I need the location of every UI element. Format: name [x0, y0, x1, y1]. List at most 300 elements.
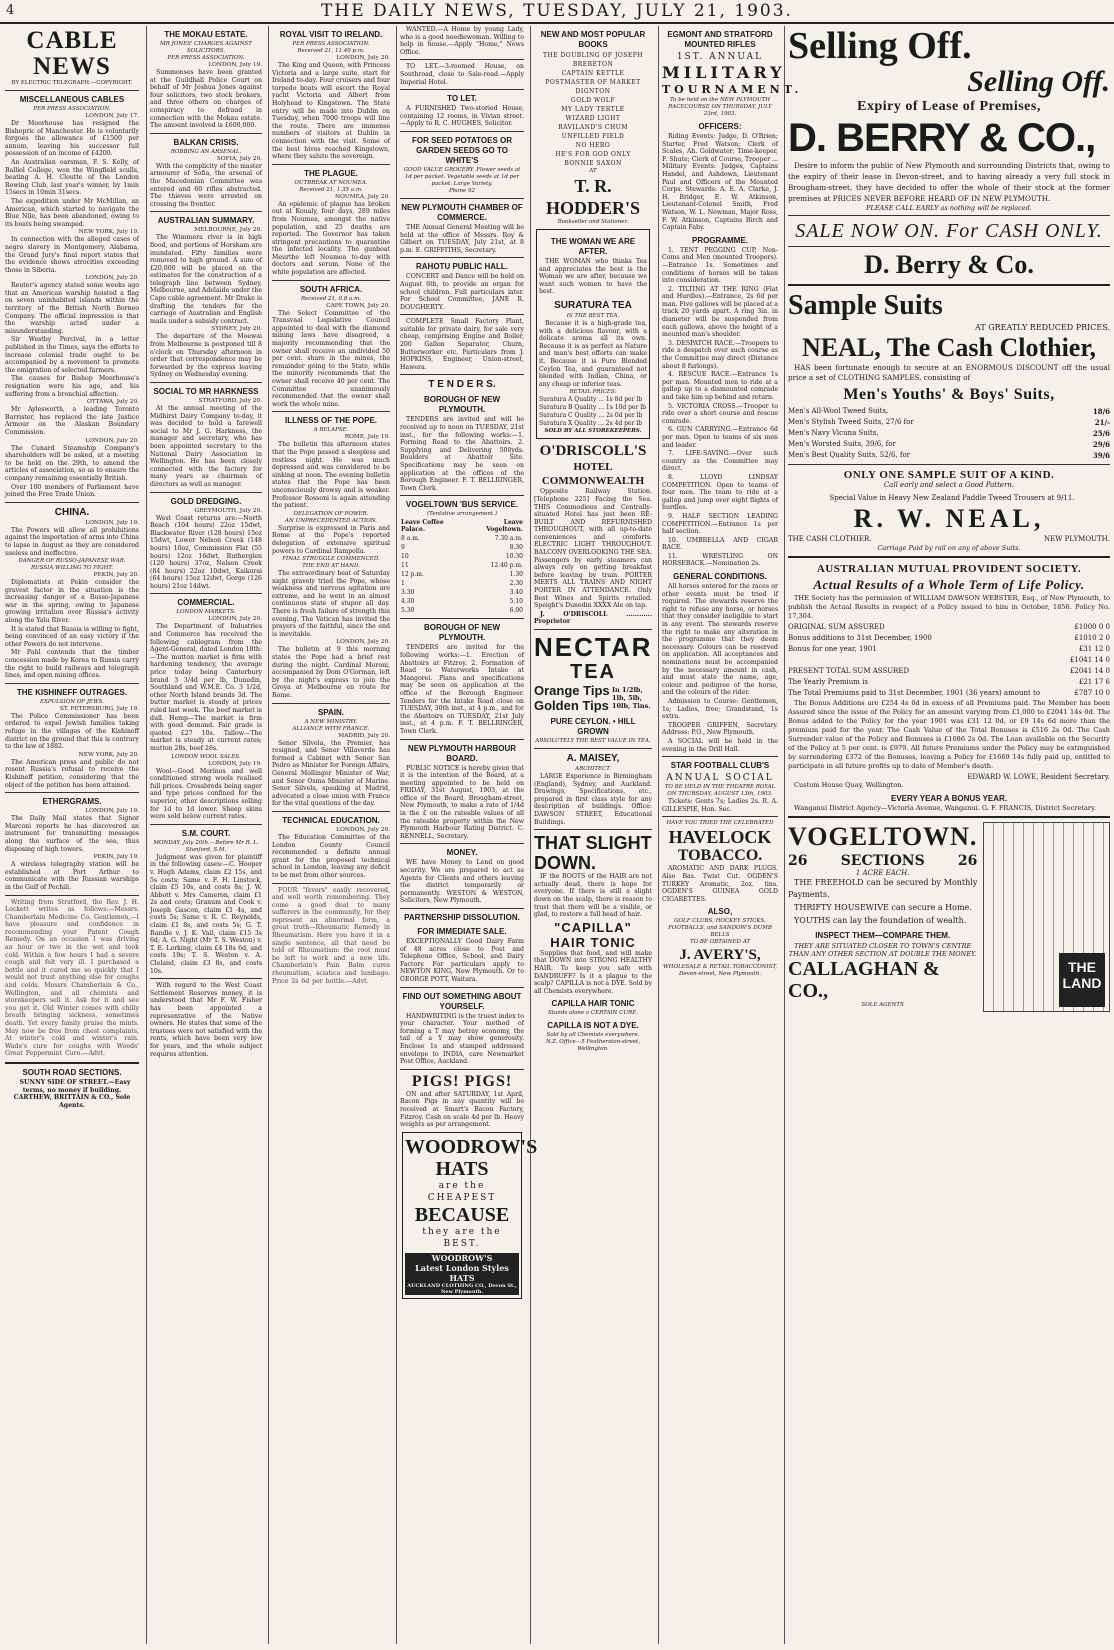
- subheading: OFFICERS:: [698, 122, 742, 131]
- event-date: ON THURSDAY, AUGUST 13th, 1903.: [667, 791, 773, 798]
- dateline: LONDON, July 19.: [85, 808, 139, 815]
- sole-agents: SOLE AGENTS: [861, 1002, 904, 1009]
- event-item: 4. RESCUE RACE.—Entrance 1s per man. Mounted men to ride at a gallop up to a dismounted comrade and take him up behind and return.: [662, 371, 778, 401]
- pigs-heading: PIGS! PIGS!: [411, 1072, 513, 1090]
- dateline: PEKIN, July 20.: [93, 572, 139, 579]
- advertisement-text: SUNNY SIDE OF STREET.—Easy terms, no money if building. CARTHEW, BRITTAIN & CO., Sole Agents.: [13, 1078, 131, 1109]
- timetable-row: [400, 543, 524, 552]
- cable-news-title: CABLE NEWS: [26, 27, 118, 80]
- subheading: PROGRAMME.: [692, 235, 748, 245]
- byline: PER PRESS ASSOCIATION.: [292, 41, 370, 47]
- notice-text: TENDERS are invited and will be received up to noon on TUESDAY, 21st inst., for the following works:—1. Forming Road to the Abattoirs. 2. Supplying and Delivering 500yds. Boulders at Abattoir Site. Specifications may be seen on application at the offices of the Borough Engineer. F. T. BELLRINGER, Town Clerk.: [400, 416, 524, 492]
- ad-tagline: SOLD BY ALL STOREKEEPERS.: [544, 428, 642, 435]
- berry-name: D. BERRY & CO.,: [788, 116, 1096, 160]
- notice-text: CONCERT and Dance will be held on August 6th, to provide an organ for school children. Full particulars later. For School Committee, JANE R. DOUGHERTY.: [400, 273, 524, 311]
- book-list: [534, 51, 652, 168]
- timetable-cell: 10: [401, 553, 409, 561]
- tin-sizes: In 1/2lb, 1lb, 5lb, 10lb, Tins.: [612, 686, 651, 710]
- event-item: 10. UMBRELLA AND CIGAR RACE.: [662, 536, 778, 552]
- book-title: GOLD WOLF: [570, 97, 616, 104]
- timetable-cell: 8.30: [509, 544, 523, 552]
- suit-price: 39/6: [1092, 451, 1110, 460]
- seed-ad-heading: FOR SEED POTATOES OR GARDEN SEEDS GO TO WHITE'S: [411, 135, 512, 165]
- event-item: 8. LLOYD LINDSAY COMPETITION. Open to teams of four men. The team to ride at a gallop and jump over eight flights of hurdles.: [662, 473, 778, 512]
- news-paragraph: The departure of the Moewai from Melbourne is postponed till 8 o'clock on Thursday afternoon in order that correspondence may be forwarded by the express leaving Sydney on Wednesday evening.: [150, 333, 262, 379]
- column-4: [396, 26, 538, 1644]
- amp-row: [788, 633, 1110, 644]
- timetable-cell: 7.30 a.m.: [494, 535, 523, 543]
- suits-heading: Men's Youths' & Boys' Suits,: [843, 386, 1055, 403]
- berry-name: D. Berry & Co.: [864, 250, 1034, 279]
- dateline: NOUMEA, July 20.: [335, 193, 390, 200]
- amp-label: Bonus for one year, 1901: [788, 645, 877, 653]
- event-item: 2. TILTING AT THE RING (Flat and Hurdles).—Entrance, 2s 6d per man. Five gallows will be placed at a track 20 yards apart. A ring 3in. in diameter will be suspended from each gallows, above the height of a mounted man's shoulder.: [662, 285, 778, 339]
- amp-agency: Wanganui District Agency—Victoria Avenue, Wanganui. G. F. FRANCIS, District Secretary.: [794, 803, 1097, 812]
- section-heading: STAR FOOTBALL CLUB'S: [670, 761, 770, 771]
- section-heading: ETHERGRAMS.: [42, 797, 102, 807]
- dateline: LONDON, July 17.: [85, 113, 139, 119]
- news-paragraph: Summonses have been granted at the Guildhall Police Court on behalf of Mr Joshua Jones against four solicitors, two stock brokers, and three others on charges of conspiracy to defraud in connection with the Mokau estate. The amount involved is £600,000.: [150, 69, 262, 130]
- dateline: LONDON, July 20.: [85, 437, 139, 444]
- section-heading: SPAIN.: [317, 707, 345, 717]
- neal-heading: NEAL, The Cash Clothier,: [802, 333, 1096, 362]
- subheading: A NEW MINISTRY.: [304, 718, 358, 725]
- tobacco-tagline: HAVE YOU TRIED THE CELEBRATED: [666, 820, 774, 827]
- amp-amount: £2041 14 0: [1069, 667, 1110, 675]
- section-heading: BOROUGH OF NEW PLYMOUTH.: [424, 623, 500, 643]
- architect-title: ARCHITECT.: [575, 766, 611, 772]
- amp-amount: £31 12 0: [1078, 645, 1110, 653]
- section-heading: TO LET.: [447, 94, 477, 104]
- timetable-cell: 5.30: [401, 607, 415, 615]
- avery-name: J. AVERY'S,: [679, 947, 761, 964]
- woodrows-hats-ad: [402, 1132, 538, 1299]
- hodder-name: T. R. HODDER'S: [545, 176, 641, 218]
- news-paragraph: With the complicity of the master armourer of Sofia, the arsenal of the Macedonian Committee was entered and 60 rifles abstracted. The thieves were arrested on crossing the frontier.: [150, 162, 262, 208]
- subheading: ALSO,: [707, 907, 733, 917]
- ad-heading: THE WOMAN WE ARE AFTER.: [550, 237, 636, 256]
- vogeltown-text: THEY ARE SITUATED CLOSER TO TOWN'S CENTRE THAN ANY OTHER SECTION AT DOUBLE THE MONEY.: [788, 942, 977, 959]
- amp-label: The Total Premiums paid to 31st December, 1901 (36 years) amount to: [788, 689, 1041, 697]
- book-title: UNFILLED FIELD: [561, 133, 625, 140]
- ad-text: Because it is a high-grade tea, with a delicious flavour, with a delicate aroma all its own. Because it is as perfect as Nature and man's best efforts can make it. Because it is Pure Blended Ceylon Tea, and guaranteed not blended with Indian, China, or any cheap or inferior teas.: [539, 319, 647, 388]
- page-number: 4: [6, 3, 17, 18]
- price-item: Suratura B Quality ... 1s 10d per lb: [539, 404, 647, 412]
- section-heading: NEW AND MOST POPULAR BOOKS: [540, 30, 646, 49]
- brand-name: SURATURA TEA: [554, 299, 632, 311]
- amp-present-table: [788, 666, 1110, 699]
- event-tickets: Tickets: Gents 7s; Ladies 2s. R. A. GILLESPIE, Hon. Sec.: [662, 798, 778, 813]
- ad-text: THE WOMAN who thinks Tea and appreciates the best is the Woman we are after, because we want such women to have the best.: [539, 258, 647, 296]
- subheading: BOROUGH OF NEW PLYMOUTH.: [424, 395, 500, 415]
- rw-neal-sub: NEW PLYMOUTH.: [1044, 535, 1110, 543]
- rw-neal-name: R. W. NEAL,: [853, 504, 1045, 533]
- book-title: POSTMASTER OF MARKET DIGNTON: [545, 79, 641, 95]
- timetable-cell: 4.30: [401, 598, 415, 606]
- timetable-row: [400, 561, 524, 570]
- dateline: LONDON, July 19.: [208, 62, 262, 68]
- section-heading: SOCIAL TO MR HARKNESS: [153, 387, 259, 396]
- column-3: [268, 26, 393, 1644]
- section-heading: THE MOKAU ESTATE.: [164, 30, 248, 39]
- price-list: [539, 396, 647, 428]
- amp-subheading: Actual Results of a Whole Term of Life Policy.: [813, 577, 1085, 592]
- cable-news-subtitle: BY ELECTRIC TELEGRAPH.—COPYRIGHT.: [11, 80, 133, 86]
- section-count: 26: [957, 853, 978, 870]
- subheading: MR JONES' CHARGES AGAINST SOLICITORS.: [160, 41, 252, 54]
- news-paragraph: The Department of Industries and Commerce has received the following cablegram from the Agent-General, dated London 18th:—The mutton market is firm with hardening tendency, the average price today being Canterbury brand 3 3/4d per lb, Dunedin, Southland and W.M.E. Co. 3 1/2d, other North Island brands 3d. The butter market is steady at prices ruled last week. The beef market is dull. Hemp—The market is firm with good demand. Fair grade is quoted £27 10s. Tallow—The market is steady at current rates; mutton 28s, beef 26s.: [150, 623, 262, 752]
- news-paragraph: The Wimmera river is in high flood, and portions of Horsham are inundated. Fifty families were removed to high ground. A sum of £20,000 will be placed on the estimates for the construction of a telegraph line between Sydney, Melbourne, and Adelaide under the Cape cable agreement. Mr Drake is drafting the tenders for the carriage of Australian and English mails under a subsidy contract.: [150, 234, 263, 325]
- amp-label: PRESENT TOTAL SUM ASSURED: [788, 667, 910, 675]
- subheading: DANGER OF RUSSO-JAPANESE WAR.: [18, 558, 126, 565]
- section-heading: NEW PLYMOUTH CHAMBER OF COMMERCE.: [401, 202, 523, 222]
- timetable-row: [400, 534, 524, 543]
- acre-label: 1 ACRE EACH.: [855, 869, 910, 878]
- book-title: NO HERO: [575, 142, 611, 149]
- notice-text: HANDWRITING is the truest index to your character. Your method of forming a T may betray economy, the tail of a Y may show generosity. Enclose 1s and stamped addressed envelope to INDIA, care Newmarket Post Office, Auckland.: [400, 1012, 524, 1066]
- tobacco-product: TOBACCO.: [677, 847, 763, 865]
- dateline: SOFIA, July 20.: [216, 155, 262, 162]
- secretary-text: TROOPER GRIFFEN, Secretary. Address: P.O., New Plymouth.: [662, 721, 778, 737]
- timetable-cell: 5.10: [509, 598, 523, 606]
- section-heading: SOUTH AFRICA.: [299, 284, 363, 294]
- timetable-cell: 10.30: [505, 553, 523, 561]
- amp-amount: £1041 14 0: [1069, 656, 1110, 664]
- column-1: [2, 26, 142, 1644]
- news-paragraph: Diplomatists at Pekin consider the gravest factor in the situation is the increasing danger of a Russo-Japanese war in the spring, owing to Japanese growing irritation over Russia's activity along the Yalu River.: [5, 579, 139, 625]
- amp-amount: £21 17 6: [1078, 678, 1110, 686]
- event-item: 6. GUN CARRYING.—Entrance 6d per man. Open to teams of six men and leader.: [662, 426, 778, 449]
- classified-ad: WANTED.—A Home by young Lady, who is a good needlewoman. Willing to help in house.—Apply "Home," News Office.: [400, 26, 524, 56]
- news-paragraph: Mr Aylesworth, a leading Toronto Barrister, has replaced the late Justice Armour on the Alaskan Boundary Commission.: [5, 406, 139, 436]
- vogeltown-heading: VOGELTOWN.: [788, 822, 978, 852]
- dateline: LONDON, July 19.: [208, 760, 262, 767]
- book-title: CAPTAIN KETTLE: [561, 70, 625, 77]
- amp-label: ORIGINAL SUM ASSURED: [788, 623, 885, 631]
- book-title: MY LADY TERTLE: [561, 106, 625, 113]
- news-paragraph: The Powers will allow all prohibitions against the importation of arms into China to lapse in August as they are considered useless and ineffective.: [5, 526, 139, 557]
- timetable-cell: 1.30: [509, 571, 523, 579]
- suit-row: [788, 417, 1110, 428]
- price-item: Suratura C Quality ... 2s 0d per lb: [539, 412, 643, 420]
- news-paragraph: A wireless telegraphy station will be established at Port Arthur to communicate with the Russian warships in the Gulf of Pechili.: [5, 861, 139, 891]
- subheading: LONDON WOOL SALES.: [171, 753, 241, 760]
- ad-tagline: Latest London Styles: [415, 1262, 509, 1273]
- section-heading: ILLNESS OF THE POPE.: [284, 416, 377, 426]
- subheading: DELEGATION OF POWER.: [293, 510, 369, 517]
- timetable-cell: 6.00: [509, 607, 523, 615]
- seed-ad-text: GOOD VALUE GROCERY. Flower seeds at 1d per packet. Vegetable seeds at 1d per packet. Large Variety.: [403, 166, 521, 187]
- ad-connector: TO BE OBTAINED AT: [689, 939, 751, 946]
- timetable-header: Leave Vogeltown.: [486, 519, 523, 534]
- suit-price: 18/6: [1092, 407, 1110, 416]
- timetable-cell: 9: [401, 544, 405, 552]
- timetable-row: [400, 606, 524, 615]
- timetable-cell: 8 a.m.: [401, 535, 420, 543]
- phone-number: Phone 92: [448, 187, 476, 194]
- news-paragraph: Wool—Good Merinos and well conditioned strong wools realised full prices. Crossbreds being eager and type prices confined for the superior, other descriptions selling for 1d to 1d lower. Sheep skins were sold below current rates.: [150, 767, 262, 821]
- subheading: GENERAL CONDITIONS.: [673, 572, 767, 582]
- news-paragraph: The extraordinary heat of Saturday night gravely tried the Pope, whose weakness and nervous agitation are extreme, and he went in an almost continuous state of stupor all day. There is fresh failure of strength this evening. The Vatican has invited the prayers of the faithful, since the end is inevitable.: [272, 570, 390, 638]
- ad-tagline: are the CHEAPEST: [427, 1180, 497, 1203]
- price-item: Suratura X Quality ... 2s 4d per lb: [539, 420, 643, 428]
- conditions-text: All horses entered for the races or other events must be tried if required. The stewards reserve the right to refuse any horse, or horses that they consider ineligible to start in any event. The stewards reserve the right to make any alteration in the programme that they deem necessary. Colours can be reserved on application. All acceptances and nominations must be accompanied by the necessary amount in cash, and must state the name, age, colour and pedigree of the horse, and the colours of the rider.: [662, 583, 778, 697]
- timetable-cell: 3.40: [509, 589, 523, 597]
- ad-tagline: they are the BEST.: [422, 1226, 502, 1249]
- timetable-row: [400, 579, 524, 588]
- suit-row: [788, 406, 1110, 417]
- amp-label: Bonus additions to 31st December, 1900: [788, 634, 932, 642]
- suit-price-list: [788, 406, 1110, 461]
- suit-label: Men's Worsted Suits, 39/6, for: [788, 440, 896, 448]
- dateline: STRATFORD, July 20.: [198, 398, 262, 404]
- suit-price: 21/-: [1094, 418, 1110, 427]
- dateline: SYDNEY, July 20.: [211, 326, 262, 333]
- sale-heading: SALE NOW ON. For CASH ONLY.: [795, 220, 1103, 242]
- byline: PER PRESS ASSOCIATION.: [33, 106, 111, 112]
- ad-tagline: BECAUSE: [414, 1203, 510, 1226]
- news-paragraph: Sir Westby Percival, in a letter published in the Times, says the efforts to increase colonial trade ought to be accompanied by a movement to promote the emigration of selected farmers.: [5, 336, 139, 374]
- suratura-tea-ad: [536, 229, 650, 439]
- architect-text: LARGE Experience in Birmingham (England), Sydney, and Auckland. Drawings, Specifications, etc., prepared in first class style for any description of buildings. Office: DAWSON STREET, Educational Buildings.: [534, 773, 652, 826]
- event-item: 9. HALF SECTION LEADING COMPETITION.—Entrance 1s per half section.: [662, 512, 778, 536]
- section-heading: MISCELLANEOUS CABLES: [19, 95, 125, 104]
- tournament-date: To be held on the NEW PLYMOUTH RACECOURSE ON THURSDAY, JULY 23rd, 1903.: [668, 97, 772, 117]
- vogeltown-text: YOUTHS can lay the foundation of wealth.: [794, 916, 967, 926]
- section-heading: BALKAN CRISIS.: [173, 137, 239, 147]
- product-name: HATS: [435, 1157, 489, 1180]
- received-line: Received 21, 0.8 a.m.: [300, 295, 362, 302]
- tea-tagline: ABSOLUTELY THE BEST VALUE IN TEA.: [535, 738, 651, 744]
- classified-ad: A FURNISHED Two-storied House, containing 12 rooms, in Vivian street.—Apply to R. C. HUGHES, Solicitor.: [400, 105, 524, 128]
- timetable-cell: 11: [401, 562, 409, 570]
- price-item: Suratura A Quality ... 1s 8d per lb: [539, 396, 643, 404]
- timetable-cell: 3.30: [401, 589, 415, 597]
- news-paragraph: The Police Commissioner has been ordered to expel Jewish families taking refuge in the villages of the Kishineff district on the ground that this is contrary to the law of 1882.: [5, 712, 139, 751]
- event-item: 7. LIFE-SAVING.—Over such country as the Committee may direct.: [662, 450, 778, 473]
- vogeltown-text: THE FREEHOLD can be secured by Monthly Payments.: [788, 878, 978, 900]
- capilla-brand: "CAPILLA" HAIR TONIC: [550, 919, 636, 950]
- amp-address: Custom House Quay, Wellington.: [794, 781, 904, 789]
- notice-text: ON and after SATURDAY, 1st April, Bacon Pigs in any quantity will be received at Smart's Bacon Factory, Fitzroy. Cash on scale 4d per lb. Heavy weights as per arrangement.: [400, 1090, 524, 1129]
- subheading: FINAL STRUGGLE COMMENCED.: [282, 556, 380, 563]
- subheading: RUSSIA WILLING TO FIGHT.: [30, 565, 114, 572]
- column-7: [784, 26, 1113, 1644]
- suit-row: [788, 439, 1110, 450]
- sample-suits-heading: Sample Suits: [788, 290, 943, 321]
- notice-text: EXCEPTIONALLY Good Dairy Farm of 48 acres close to Post and Telephone Office, School, and Dairy Factory. For particulars apply to NEWTON KING, New Plymouth. Or to GEORGE POTT, Waitara.: [400, 938, 524, 983]
- dateline: LONDON, July 20.: [85, 275, 139, 282]
- section-heading: EGMONT AND STRATFORD MOUNTED RIFLES: [667, 30, 773, 49]
- vogeltown-text: THRIFTY HOUSEWIVE can secure a Home.: [794, 903, 972, 913]
- timetable-cell: 1: [401, 580, 405, 588]
- book-title: WIZARD LIGHT: [565, 115, 621, 122]
- berry-note: PLEASE CALL EARLY as nothing will be replaced.: [866, 204, 1032, 212]
- subheading: EXPULSION OF JEWS.: [39, 698, 105, 705]
- classified-ad: TO LET.—3-roomed House, on Southroad, close to Sale-road.—Apply Imperial Hotel.: [400, 63, 524, 86]
- section-heading: RAHOTU PUBLIC HALL.: [416, 262, 508, 272]
- selling-off-heading: Selling Off.: [967, 65, 1110, 98]
- event-title: ANNUAL SOCIAL: [666, 773, 774, 784]
- news-paragraph: In connection with the alleged cases of negro slavery in Montgomery, Alabama, the Grand Jury's final report states that the evidence shows atrocities exceeding those in Siberia.: [5, 236, 139, 274]
- capilla-heading: THAT SLIGHT DOWN.: [534, 833, 652, 874]
- classified-ad: COMPLETE Small Factory Plant, suitable for private dairy, for sale very cheap, comprising Engine and Boiler, 200 Gallon Separator, Churn, Butterworker etc. Particulars from J. HOPKINS, Engineer, Union-street, Hawera.: [400, 318, 524, 371]
- section-heading: FIND OUT SOMETHING ABOUT YOURSELF.: [402, 991, 522, 1011]
- amp-original-table: [788, 622, 1110, 666]
- carriage-note: Carriage Paid by rail on any of above Suits.: [877, 544, 1021, 552]
- book-title: HE'S FOR GOD ONLY: [555, 151, 631, 158]
- sporting-goods: GOLF CLUBS, HOCKEY STICKS, FOOTBALLS, and SANDOW'S DUMB BELLS: [668, 918, 772, 939]
- news-paragraph: With regard to the West Coast Settlement Reserves money, it is understood that Mr F. W. Fisher has been appointed a representative of the Native owners. He states that some of the trustees were not satisfied with the rents, which have been very low for years, and the whole subject requires attention.: [150, 982, 262, 1058]
- timetable-cell: 2.30: [509, 580, 523, 588]
- section-heading: GOLD DREDGING.: [170, 496, 242, 506]
- news-paragraph: Over 100 members of Parliament have joined the Free Trade Union.: [5, 483, 139, 499]
- amp-signatory: EDWARD W. LOWE, Resident Secretary.: [967, 773, 1110, 781]
- event-item: 1. TENT PEGGING CUP, Non-Coms and Men (mounted Troopers).—Entrance 1s. Sometimes and conditions of horses will be taken into consideration.: [662, 246, 778, 285]
- dateline: NEW YORK, July 19.: [78, 229, 139, 236]
- tournament-title: MILITARY: [662, 63, 786, 82]
- event-item: 5. VICTORIA CROSS.—Trooper to ride over a short course and rescue comrade.: [662, 402, 778, 425]
- section-heading: THE PLAGUE.: [304, 168, 358, 178]
- suit-label: Men's Stylish Tweed Suits, 27/6 for: [788, 418, 914, 426]
- subheading: ROBBING AN ARSENAL.: [170, 148, 242, 155]
- social-text: A SOCIAL will be held in the evening in the Drill Hall.: [662, 737, 778, 753]
- section-heading: AUSTRALIAN SUMMARY.: [157, 216, 255, 226]
- amp-amount: £1010 2 0: [1074, 634, 1110, 642]
- section-count: 26: [788, 853, 808, 870]
- nectar-product: TEA: [570, 661, 616, 683]
- amp-row: [788, 644, 1110, 655]
- news-paragraph: Judgment was given for plaintiff in the following cases:—C. Hooper v. Hugh Adams, claim £2 15s, and 5s costs; Same v. F. H. Linstock, claim £5 10s, and costs 8s; J. W. Abbott v. Mrs Cameron, claim £1 2s and costs; Granum and Cook v. Joseph Gascon, claim £1 4s, and costs 5s; Same v. R. C. Reynolds, claim £1 8s, and costs 5s; G. T. Randle v. J. K. Vail, claim £15 3s 6d; A. G. Night (Mr T. S. Weston) v. T. E. Lorking, claim £4 18s 6d, and costs 19s; T. S. Weston v. A. Cleland, claim £3 8s, and costs 10s.: [150, 853, 262, 975]
- section-heading: TECHNICAL EDUCATION.: [282, 815, 380, 825]
- bus-timetable: [400, 518, 524, 615]
- book-title: BONNIE SAXON: [564, 160, 622, 167]
- hodder-subtitle: Bookseller and Stationer.: [557, 219, 629, 225]
- dateline: LONDON, July 20.: [336, 55, 390, 61]
- capilla-text: IF the ROOTS of the HAIR are not actually dead, there is hope for everyone. If there is still a slight down on the scalp, there is reason to trust that there will be a visible, or glad, to restore a full head of hair.: [534, 873, 652, 919]
- dateline: GREYMOUTH, July 20.: [194, 507, 262, 514]
- ad-subheading: RETAIL PRICES:: [569, 389, 617, 396]
- avery-subtitle: WHOLESALE & RETAIL TOBACCONIST, Devon-street, New Plymouth.: [663, 964, 777, 978]
- dateline: LONDON, July 20.: [336, 826, 390, 833]
- section-heading: NEW PLYMOUTH HARBOUR BOARD.: [407, 743, 517, 763]
- news-paragraph: The bulletin at 9 this morning states the Pope had a brief rest during the night. Cardinal Moroni, accompanied by Dom O'Gorman, left by the night's express to join the Groya at Melbourne en route for Rome.: [272, 646, 390, 699]
- news-paragraph: Dr Moorhouse has resigned the Bishopric of Manchester. He is voluntarily forgoes the allowance of £1500 per annum, leaving his successor full possession of an income of £4200.: [5, 120, 139, 158]
- dateline: LONDON, July 20.: [208, 616, 262, 623]
- hotel-text: Opposite Railway Station. [Telephone 225] Facing the Sea. THIS Commodious and Centrally-situated Hotel has just been RE-BUILT AND REFURNISHED THROUGHOUT, with all up-to-date conveniences and comforts. ELECTRIC LIGHT THROUGHOUT. BALCONY OVERLOOKING THE SEA. Passengers by early steamers can always rely on getting breakfast before leaving by train. PORTER MEETS ALL TRAINS AND NIGHT PORTER IN ATTENDANCE. Only Best Wines and Spirits retailed. Speight's Dunedin XXXX Ale on tap.: [534, 488, 652, 610]
- byline: PER PRESS ASSOCIATION.: [167, 55, 245, 61]
- news-paragraph: West Coast returns are:—North Beach (104 hours) 22oz 15dwt, Blackwater River (128 hours) 15oz 15dwt, Lower Nelson Creek (148 hours) 10oz, Commission Flat (55 hours) 12oz 16dwt, Rutherglen (120 hours) 37oz, Nelson Creek (84 hours) 22oz 10dwt, Kaikorai (64 hours) 15oz 12dwt, Gorge (126 hours) 21oz 14dwt.: [150, 514, 262, 590]
- timetable-cell: 12.40 p.m.: [490, 562, 523, 570]
- hotel-proprietor: J. O'DRISCOLL ............ Proprietor: [534, 610, 652, 626]
- dateline: NEW YORK, July 20.: [78, 751, 139, 758]
- sections-label: SECTIONS: [840, 853, 925, 870]
- news-paragraph: The expedition under Mr McMillan, an American, which started to navigate the Blue Nile, has been abandoned, owing to its boats being swamped.: [5, 197, 139, 228]
- ad-tagline: IS THE BEST TEA.: [566, 312, 620, 319]
- hotel-owner: O'DRISCOLL'S: [539, 443, 647, 460]
- suit-label: Men's Best Quality Suits, 52/6, for: [788, 451, 911, 459]
- news-paragraph: The Cunard Steamship Company's shareholders will be asked, at a meeting to be held on the 29th, to amend the articles of association, so as to ensure the company remaining essentially British.: [5, 444, 139, 482]
- notice-text: THE Annual General Meeting will be held at the office of Messrs. Roy & Gilbert on TUESDAY, July 21st, at 8 p.m. E. GRIFFITHS, Secretary.: [400, 223, 524, 254]
- capilla-brand: CAPILLA HAIR TONIC: [551, 999, 635, 1009]
- advertisement-text: FOUR "fevers" easily recovered, and well worth remembering. They come a good deal to many sufferers in the community, for they represent an abnormal form, a great truth—Rheumatic Remedy in Rheumatism. Here you have it in a single sentence, all that need be told of Rheumatism: the root must be left to work and a new life. Chamberlain's Pain Balm cures rheumatism, sciatica and lumbago. Price 2s 6d per bottle.—Advt.: [272, 886, 390, 985]
- amp-row: [788, 677, 1110, 688]
- amp-heading: AUSTRALIAN MUTUAL PROVIDENT SOCIETY.: [816, 563, 1082, 575]
- only-one-heading: ONLY ONE SAMPLE SUIT OF A KIND.: [843, 469, 1055, 481]
- section-heading: COMMERCIAL.: [177, 598, 235, 608]
- suit-label: Men's Navy Vicuna Suits,: [788, 429, 879, 437]
- tobacco-text: AROMATIC AND DARK PLUGS. Also Bas. Twist Cut. OGDEN'S TURKEY Aromatic, 2oz. tins. OGDEN'S GUINEA GOLD CIGARETTES.: [662, 865, 778, 903]
- brand-name: WOODROW'S: [405, 1135, 538, 1158]
- received-line: Received 21, 1.35 a.m.: [299, 186, 363, 193]
- subheading: FOR IMMEDIATE SALE.: [417, 927, 507, 936]
- timetable-cell: 12 p.m.: [401, 571, 424, 579]
- notice-text: TENDERS are invited for the following works:—1. Erection of Abattoirs at Fitzroy. 2. Formation of Road to Waterworks Intake at Mangorei. Plans and specifications may be seen on application at the office of the Borough Engineer. Tenders for the Intake Road close on TUESDAY, 30th inst., at 4 p.m., and for the Abattoirs on TUESDAY, 21st July inst., at 4 p.m. F. T. BELLRINGER, Town Clerk.: [400, 644, 524, 735]
- subheading: A RELAPSE.: [313, 427, 349, 434]
- bonus-tagline: EVERY YEAR A BONUS YEAR.: [890, 793, 1008, 803]
- capilla-office: N.Z. Office—5 Featherston-street, Wellington.: [545, 1039, 641, 1053]
- news-paragraph: The Education Committee of the London County Council recommended a definite annual grant for the proposed technical school in London, leaving any deficit to be met from other sources.: [272, 833, 390, 879]
- dateline: LONDON, July 20.: [336, 639, 390, 646]
- capilla-tagline: CAPILLA IS NOT A DYE.: [547, 1021, 639, 1031]
- capilla-tagline: Sold by all Chemists everywhere.: [546, 1032, 640, 1039]
- dateline: CAPE TOWN, July 20.: [326, 302, 390, 309]
- tea-variety: Golden Tips: [534, 698, 609, 713]
- berry-text: Desire to inform the public of New Plymouth and surrounding Districts that, owing to the expiry of their lease in Devon-street, and to having already a very full stock in Brougham-street, they have decided to offer the whole of their stock at the former premises at PRICES NEVER BEFORE HEARD OF IN NEW PLYMOUTH.: [788, 161, 1110, 203]
- news-paragraph: It is stated that Russia is willing to fight, being convinced of an easy victory if the other Powers do not intervene.: [5, 625, 139, 648]
- news-paragraph: The Select Committee of the Transvaal Legislative Council appointed to deal with the diamond mining laws have disagreed, a majority recommending that the owner shall receive an undivided 50 per cent. share in the mines, the remainder going to the State, while the minority recommends that the owner shall receive 40 per cent. The Committee unanimously recommended that the owner shall work the whole mine.: [272, 309, 390, 408]
- timetable-row: [400, 552, 524, 561]
- amp-row: [788, 622, 1110, 633]
- amp-label: The Yearly Premium is: [788, 678, 868, 686]
- section-heading: CHINA.: [54, 506, 90, 518]
- ad-address: AUCKLAND CLOTHING CO., Devon St., New Plymouth.: [407, 1282, 517, 1295]
- notice-text: PUBLIC NOTICE is hereby given that it is the intention of the Board, at a meeting appointed to be held on FRIDAY, 31st August, 1903, at the office of the Board, Brougham-street, New Plymouth, to make a rate of 1/4d in the £ on the rateable values of all the rateable property within the New Plymouth Harbour Rating District. C. RENNELL, Secretary.: [400, 764, 524, 840]
- vogeltown-tagline: INSPECT THEM—COMPARE THEM.: [815, 931, 951, 941]
- column-2: [146, 26, 265, 1644]
- news-paragraph: Reuter's agency stated some weeks ago that an American warship hoisted a flag on seven uninhabited islands within the territory of the British North Borneo Company. The official impression is that the warship acted under a misunderstanding.: [5, 282, 139, 335]
- the-land-label: THE LAND: [1059, 953, 1105, 1007]
- section-heading: ROYAL VISIT TO IRELAND.: [279, 30, 383, 39]
- section-heading: T E N D E R S.: [428, 379, 496, 391]
- event-item: 11. WRESTLING ON HORSEBACK.—Nomination 2s.: [662, 552, 778, 568]
- dateline: PEKIN, July 19.: [93, 854, 139, 861]
- amp-row: [788, 655, 1110, 666]
- call-early: Call early and select a Good Pattern.: [883, 481, 1015, 489]
- section-heading: VOGELTOWN 'BUS SERVICE.: [405, 500, 519, 510]
- timetable-row: [400, 570, 524, 579]
- capilla-text: Supplies that food, and will make that DOWN into STRONG HEALTHY HAIR. To keep you safe with DANDRUFF? Is it a plague to the scalp? CAPILLA is not a DYE. Sold by all Chemists everywhere.: [534, 949, 652, 995]
- admission-text: Admission to Course: Gentlemen, 1s; Ladies, free; Grandstand, 1s extra.: [662, 697, 778, 721]
- architect-name: A. MAISEY,: [566, 753, 620, 764]
- suit-price: 25/6: [1092, 429, 1110, 438]
- amp-row: [788, 688, 1110, 699]
- reduced-tagline: AT GREATLY REDUCED PRICES.: [975, 323, 1110, 332]
- section-heading: PARTNERSHIP DISSOLUTION.: [404, 913, 520, 922]
- book-title: THE DOUBLING OF JOSEPH BRERETON: [542, 52, 644, 68]
- news-paragraph: The King and Queen, with Princess Victoria and a large suite, start for Ireland to-day. Four cruisers and four torpedo boats will escort the Royal yacht Victoria and Albert from Holyhead to Kingstown. The State entry will be made into Dublin on Tuesday, when 7000 troops will line the route. There are immense numbers of visitors at Dublin in connection with the visit. Some of the best hives reached Kingstown, where they salute the sovereign.: [272, 62, 390, 161]
- special-value: Special Value in Heavy New Zealand Paddle Tweed Trousers at 9/11.: [829, 494, 1075, 502]
- suit-price: 29/6: [1092, 440, 1110, 449]
- officers-text: Riding Events: Judge, D. O'Brien; Starter, Fred Watson; Clerk of Scales, Ah. Goldwater; Time-keeper, F. Shute; Clerk of Course, Trooper ... Military Events: Judges, Captains Handel, and Ashdown, Lieutenant Paul and Officers of the Mounted Corps. Stewards: A. E. A. Clarke, J. H. Bridger, E. W. Atkinson, Lieutenant-Colonel Smith, Fred Watson, W. L. Newman, Major Ross, F. W. Atkinson, Captains Birch and Captain Faby.: [662, 133, 778, 232]
- dateline: OTTAWA, July 20.: [86, 399, 139, 406]
- dateline: ROME, July 19.: [344, 434, 390, 441]
- tournament-subtitle: 1ST. ANNUAL: [676, 52, 764, 62]
- expiry-heading: Expiry of Lease of Premises,: [857, 99, 1041, 114]
- suit-row: [788, 428, 1110, 439]
- news-paragraph: Surprise is expressed in Paris and Rome at the Pope's reported delegation of extensive spiritual powers to Cardinal Rampolla.: [272, 524, 390, 555]
- nectar-brand: NECTAR: [534, 632, 653, 662]
